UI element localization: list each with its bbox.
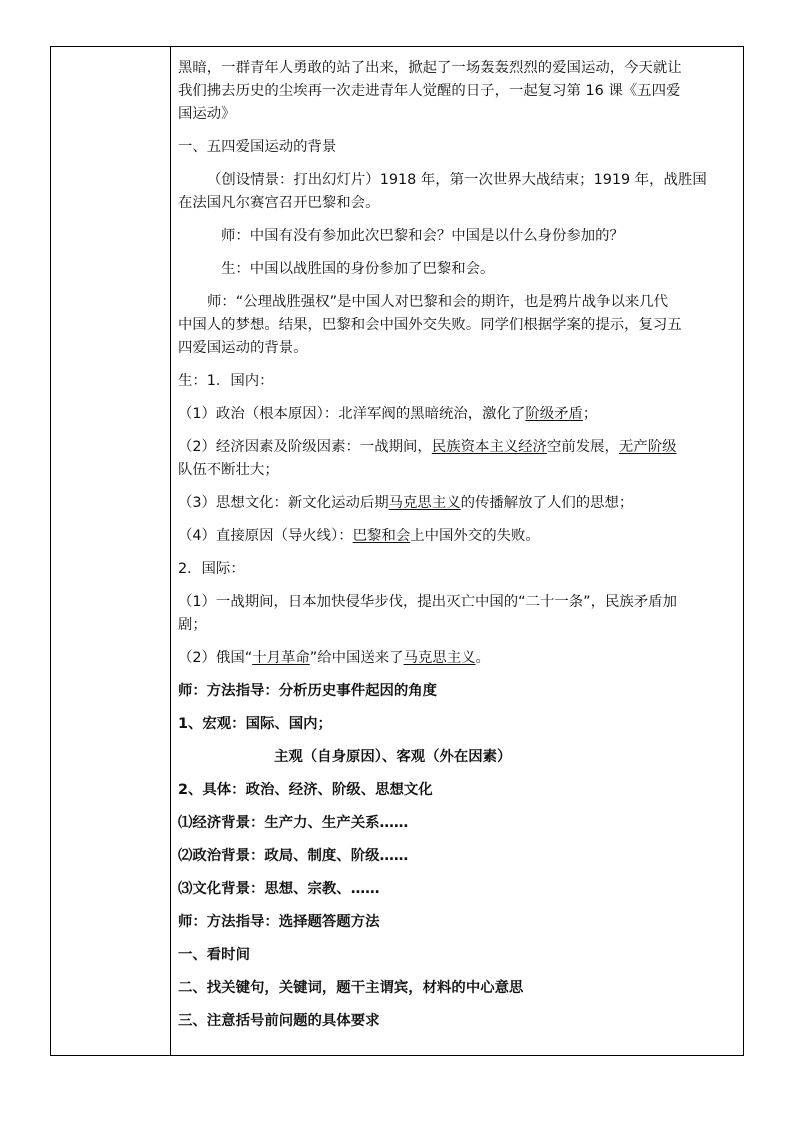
item-text: 。 (475, 650, 490, 666)
underlined-term: 阶级矛盾 (525, 406, 583, 422)
underlined-term: 十月革命 (252, 650, 310, 666)
intro-line: 黑暗，一群青年人勇敢的站了出来，掀起了一场轰轰烈烈的爱国运动，今天就让 (178, 60, 682, 76)
international-item-2 (178, 647, 735, 670)
domestic-item-3 (178, 492, 735, 515)
intro-paragraph (178, 57, 735, 126)
step-2: 二、找关键句，关键词，题干主谓宾，材料的中心意思 (178, 980, 524, 996)
item-text: （2）俄国“ (178, 650, 253, 666)
international-item-1 (178, 591, 735, 637)
teacher-talk (178, 291, 735, 360)
teacher-talk-line: 师：“公理战胜强权”是中国人对巴黎和会的期许，也是鸦片战争以来几代 (207, 294, 669, 310)
teacher-talk-line: 四爱国运动的背景。 (178, 340, 308, 356)
item-text: 剧； (178, 617, 207, 633)
domestic-item-4 (178, 525, 735, 548)
item-text: （2）经济因素及阶级因素：一战期间， (178, 439, 432, 455)
item-text: 队伍不断壮大； (178, 462, 279, 478)
intro-line: 国运动》 (178, 106, 236, 122)
answer-method-title: 师：方法指导：选择题答题方法 (178, 914, 380, 930)
domestic-item-1 (178, 403, 735, 426)
underlined-term: 巴黎和会 (352, 528, 411, 544)
macro-line: 1、宏观：国际、国内； (178, 716, 332, 732)
lesson-table (50, 46, 744, 1056)
student-answer: 生：中国以战胜国的身份参加了巴黎和会。 (221, 261, 495, 277)
economic-background: ⑴经济背景：生产力、生产关系…… (178, 815, 409, 831)
domestic-item-2 (178, 436, 735, 482)
method-guide-title: 师：方法指导：分析历史事件起因的角度 (178, 683, 438, 699)
step-1: 一、看时间 (178, 947, 250, 963)
item-text: ； (582, 406, 598, 422)
content-cell (171, 47, 743, 1055)
political-background: ⑵政治背景：政局、制度、阶级…… (178, 848, 409, 864)
item-text: 空前发展， (546, 439, 619, 455)
item-text: 的传播解放了人们的思想； (460, 495, 634, 511)
left-column-cell (51, 47, 171, 1055)
cultural-background: ⑶文化背景：思想、宗教、…… (178, 881, 380, 897)
section1-title: 一、五四爱国运动的背景 (178, 139, 337, 155)
international-heading: 2．国际： (178, 561, 245, 577)
concrete-line: 2、具体：政治、经济、阶级、思想文化 (178, 782, 433, 798)
underlined-term: 民族资本主义经济 (431, 439, 547, 455)
underlined-term: 马克思主义 (388, 495, 461, 511)
item-text: （1）政治（根本原因）：北洋军阀的黑暗统治，激化了 (178, 406, 526, 422)
scene-line: 在法国凡尔赛宫召开巴黎和会。 (178, 195, 380, 211)
item-text: （4）直接原因（导火线）： (178, 528, 353, 544)
scene-paragraph (178, 169, 735, 215)
item-text: ”给中国送来了 (309, 650, 404, 666)
item-text: 上中国外交的失败。 (410, 528, 540, 544)
teacher-talk-line: 中国人的梦想。结果，巴黎和会中国外交失败。同学们根据学案的提示，复习五 (178, 317, 682, 333)
step-3: 三、注意括号前问题的具体要求 (178, 1013, 380, 1029)
underlined-term: 马克思主义 (403, 650, 476, 666)
intro-line: 我们拂去历史的尘埃再一次走进青年人觉醒的日子，一起复习第 16 课《五四爱 (178, 83, 681, 99)
item-text: （1）一战期间，日本加快侵华步伐，提出灭亡中国的“二十一条”，民族矛盾加 (178, 594, 677, 610)
underlined-term: 无产阶级 (618, 439, 677, 455)
domestic-heading: 生：1．国内： (178, 373, 274, 389)
teacher-question: 师：中国有没有参加此次巴黎和会？中国是以什么身份参加的？ (221, 228, 624, 244)
item-text: （3）思想文化：新文化运动后期 (178, 495, 389, 511)
subjective-objective-line: 主观（自身原因）、客观（外在因素） (274, 749, 512, 765)
scene-line: （创设情景：打出幻灯片）1918 年，第一次世界大战结束；1919 年，战胜国 (207, 172, 707, 188)
